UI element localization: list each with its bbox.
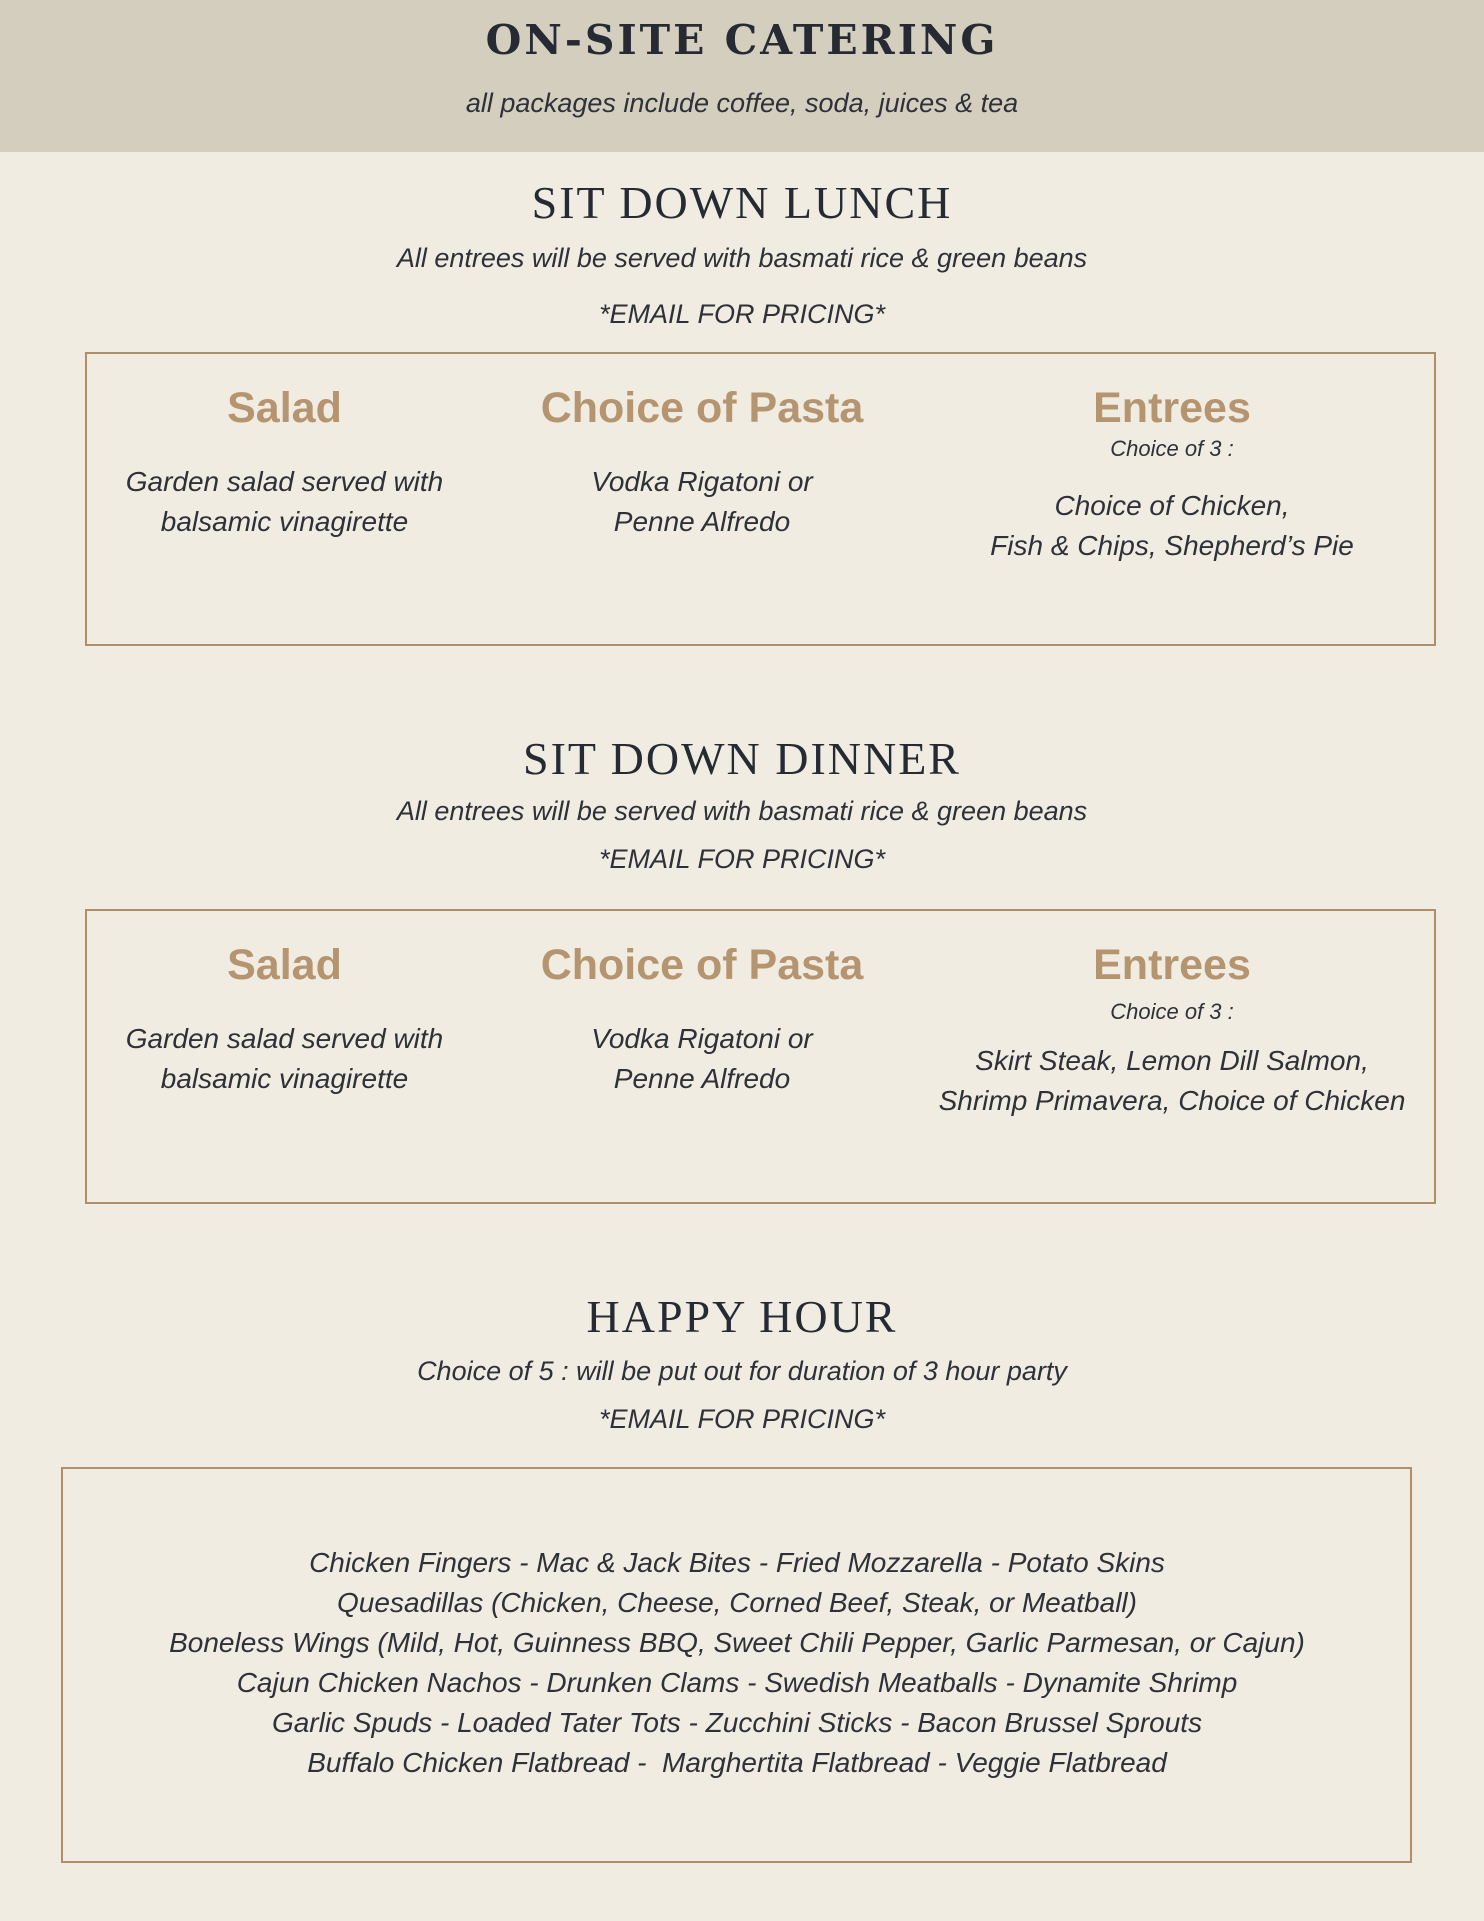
dinner-title: SIT DOWN DINNER bbox=[522, 733, 961, 784]
happy-hour-pricing: *EMAIL FOR PRICING* bbox=[598, 1404, 886, 1434]
lunch-entrees-heading: Entrees bbox=[1093, 384, 1251, 432]
dinner-entrees-choice-note: Choice of 3 : bbox=[1110, 999, 1234, 1024]
happy-hour-note: Choice of 5 : will be put out for duration of 3 hour party bbox=[417, 1356, 1067, 1386]
page-title: ON-SITE CATERING bbox=[485, 16, 999, 64]
lunch-title: SIT DOWN LUNCH bbox=[531, 177, 953, 228]
lunch-salad-description bbox=[87, 462, 482, 542]
dinner-entrees-column bbox=[907, 941, 1437, 1121]
dinner-pasta-column bbox=[537, 941, 867, 1099]
happy-hour-item-line: Garlic Spuds - Loaded Tater Tots - Zucchini Sticks - Bacon Brussel Sprouts bbox=[271, 1707, 1203, 1738]
dinner-menu-box bbox=[85, 909, 1436, 1204]
happy-hour-item-line: Buffalo Chicken Flatbread - Marghertita Flatbread - Veggie Flatbread bbox=[307, 1747, 1167, 1778]
dinner-pasta-description bbox=[537, 1019, 867, 1099]
lunch-note: All entrees will be served with basmati rice & green beans bbox=[396, 243, 1088, 273]
dinner-salad-line: balsamic vinagirette bbox=[160, 1063, 409, 1094]
happy-hour-items bbox=[62, 1543, 1412, 1783]
lunch-salad-column bbox=[87, 384, 482, 542]
lunch-entrees-choice-note: Choice of 3 : bbox=[1110, 436, 1234, 461]
lunch-entrees-column bbox=[907, 384, 1437, 566]
dinner-entrees-line: Shrimp Primavera, Choice of Chicken bbox=[938, 1085, 1406, 1116]
lunch-salad-line: Garden salad served with bbox=[125, 466, 444, 497]
lunch-pasta-column bbox=[537, 384, 867, 542]
dinner-salad-description bbox=[87, 1019, 482, 1099]
lunch-pasta-description bbox=[537, 462, 867, 542]
lunch-pasta-line: Vodka Rigatoni or bbox=[591, 466, 813, 497]
dinner-salad-heading: Salad bbox=[227, 941, 342, 989]
lunch-salad-line: balsamic vinagirette bbox=[160, 506, 409, 537]
dinner-salad-line: Garden salad served with bbox=[125, 1023, 444, 1054]
dinner-entrees-description bbox=[907, 1041, 1437, 1121]
happy-hour-item-line: Chicken Fingers - Mac & Jack Bites - Fried Mozzarella - Potato Skins bbox=[309, 1547, 1165, 1578]
page-subtitle: all packages include coffee, soda, juices & tea bbox=[465, 88, 1019, 118]
happy-hour-item-line: Boneless Wings (Mild, Hot, Guinness BBQ, Sweet Chili Pepper, Garlic Parmesan, or Cajun) bbox=[169, 1627, 1305, 1658]
dinner-pasta-line: Penne Alfredo bbox=[613, 1063, 791, 1094]
lunch-entrees-line: Fish & Chips, Shepherd’s Pie bbox=[990, 530, 1354, 561]
happy-hour-title: HAPPY HOUR bbox=[586, 1291, 898, 1342]
lunch-pasta-line: Penne Alfredo bbox=[613, 506, 791, 537]
lunch-pasta-heading: Choice of Pasta bbox=[540, 384, 864, 432]
dinner-pasta-line: Vodka Rigatoni or bbox=[591, 1023, 813, 1054]
lunch-menu-box bbox=[85, 352, 1436, 646]
dinner-salad-column bbox=[87, 941, 482, 1099]
lunch-entrees-line: Choice of Chicken, bbox=[1054, 490, 1290, 521]
lunch-pricing: *EMAIL FOR PRICING* bbox=[598, 299, 886, 329]
lunch-entrees-description bbox=[907, 486, 1437, 566]
lunch-salad-heading: Salad bbox=[227, 384, 342, 432]
dinner-note: All entrees will be served with basmati rice & green beans bbox=[396, 796, 1088, 826]
dinner-pricing: *EMAIL FOR PRICING* bbox=[598, 844, 886, 874]
dinner-entrees-line: Skirt Steak, Lemon Dill Salmon, bbox=[975, 1045, 1369, 1076]
dinner-pasta-heading: Choice of Pasta bbox=[540, 941, 864, 989]
happy-hour-item-line: Cajun Chicken Nachos - Drunken Clams - Swedish Meatballs - Dynamite Shrimp bbox=[236, 1667, 1238, 1698]
happy-hour-item-line: Quesadillas (Chicken, Cheese, Corned Beef, Steak, or Meatball) bbox=[337, 1587, 1137, 1618]
dinner-entrees-heading: Entrees bbox=[1093, 941, 1251, 989]
